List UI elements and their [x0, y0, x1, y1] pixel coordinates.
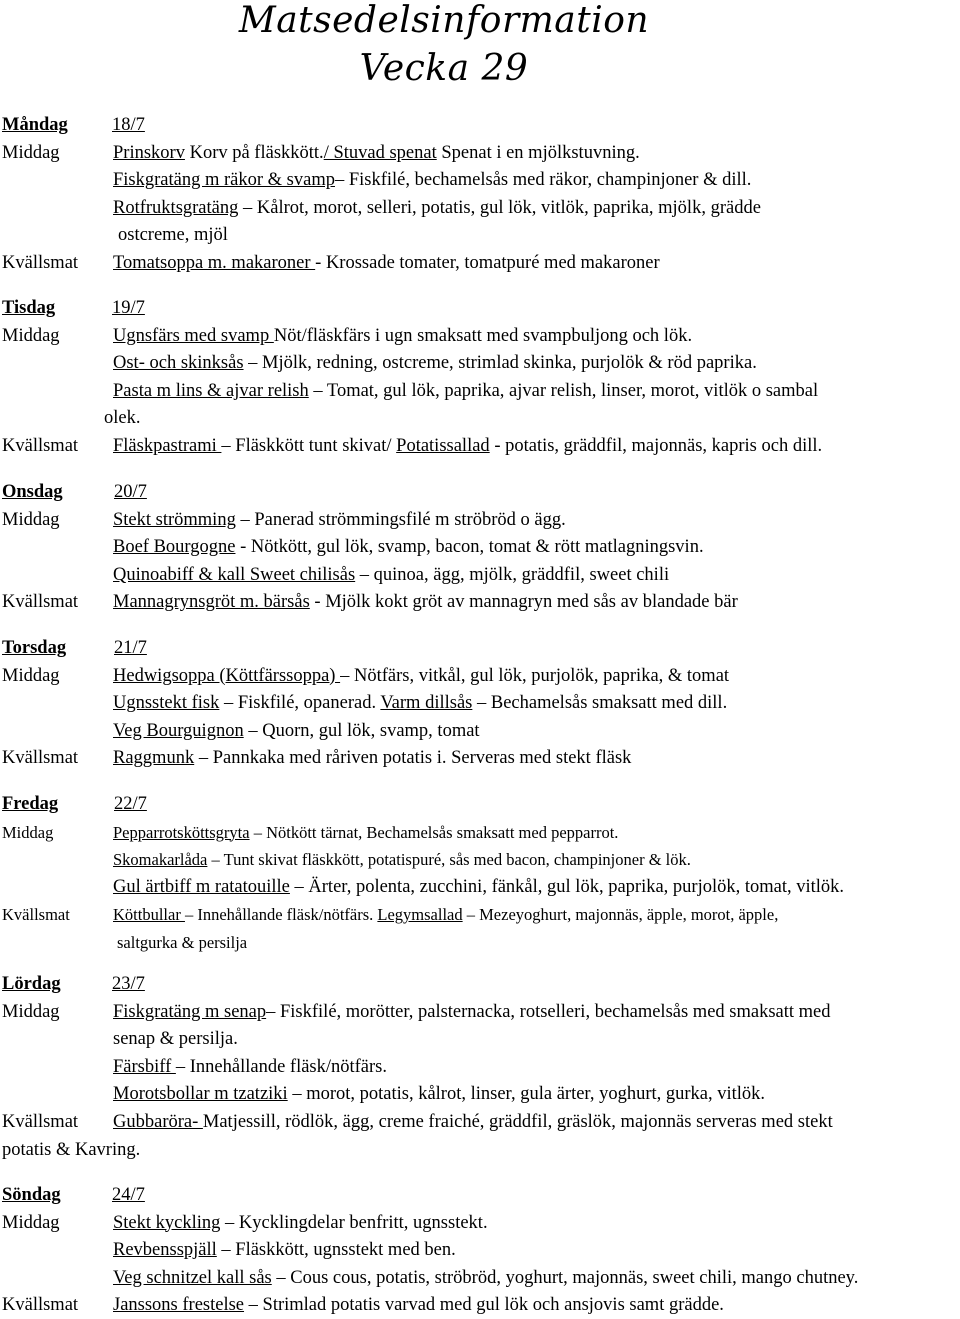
dish-name: Mannagrynsgröt m. bärsås	[113, 592, 310, 613]
menu-line	[0, 195, 960, 222]
dish-name: / Stuvad spenat	[323, 142, 437, 163]
menu-line	[0, 405, 960, 432]
dish-description	[113, 718, 480, 745]
day-name: Söndag	[2, 1185, 61, 1205]
dish-name: Revbensspjäll	[113, 1240, 217, 1261]
dish-details: – quinoa, ägg, mjölk, gräddfil, sweet chili	[355, 564, 670, 585]
dish-details: Korv på fläskkött.	[184, 142, 324, 163]
dish-details: senap & persilja.	[113, 1029, 238, 1050]
dish-details: - potatis, gräddfil, majonnäs, kapris och dill.	[489, 436, 823, 456]
dish-details: – Mjölk, redning, ostcreme, strimlad skinka, purjolök & röd paprika.	[243, 353, 757, 374]
day-header	[0, 295, 960, 322]
menu-line	[0, 901, 960, 928]
dish-details: – Cous cous, potatis, ströbröd, yoghurt, majonnäs, sweet chili, mango chutney.	[271, 1267, 859, 1288]
menu-line	[0, 874, 960, 901]
meal-label-middag: Middag	[2, 1212, 60, 1233]
day-name: Fredag	[2, 794, 59, 814]
menu-line	[0, 1109, 960, 1136]
dish-details: – Strimlad potatis varvad med gul lök och ansjovis samt grädde.	[244, 1295, 724, 1316]
day-name: Onsdag	[2, 482, 63, 502]
meal-label-kvallsmat: Kvällsmat	[2, 436, 79, 456]
menu-line	[0, 1026, 960, 1053]
dish-details: – Fläskkött, ugnsstekt med ben.	[216, 1240, 456, 1261]
dish-name: Färsbiff	[113, 1056, 176, 1077]
week-title: Vecka 29	[359, 48, 529, 89]
menu-line	[0, 140, 960, 167]
dish-details: – Fiskfilé, morötter, palsternacka, rotselleri, bechamelsås med smaksatt med	[266, 1001, 831, 1022]
menu-line	[0, 1081, 960, 1108]
dish-description	[113, 323, 692, 350]
dish-description	[113, 195, 761, 222]
day-date: 23/7	[112, 974, 145, 994]
dish-details: saltgurka & persilja	[117, 933, 248, 952]
menu-line	[0, 378, 960, 405]
meal-label-kvallsmat: Kvällsmat	[2, 592, 79, 613]
day-header	[0, 791, 960, 818]
meal-label-kvallsmat: Kvällsmat	[2, 253, 79, 273]
dish-name: Prinskorv	[113, 142, 185, 163]
dish-name: Veg schnitzel kall sås	[113, 1267, 272, 1288]
meal-label-middag: Middag	[2, 509, 60, 530]
menu-line	[0, 999, 960, 1026]
dish-details: ostcreme, mjöl	[118, 225, 228, 246]
dish-description	[113, 846, 691, 873]
dish-details: – Kycklingdelar benfritt, ugnsstekt.	[220, 1212, 488, 1233]
dish-name: Stekt strömming	[113, 509, 236, 530]
menu-line	[0, 562, 960, 589]
day-date: 22/7	[114, 794, 147, 814]
dish-name: Raggmunk	[113, 748, 195, 769]
dish-description	[113, 589, 738, 616]
menu-line	[0, 1137, 960, 1164]
dish-details: - Nötkött, gul lök, svamp, bacon, tomat & rött matlagningsvin.	[235, 537, 704, 558]
dish-name: Fiskgratäng m senap	[113, 1001, 267, 1022]
dish-details: – Nötkött tärnat, Bechamelsås smaksatt med pepparrot.	[249, 822, 619, 842]
dish-details: olek.	[104, 408, 141, 429]
meal-label-middag: Middag	[2, 1001, 60, 1022]
dish-name: Potatissallad	[396, 436, 490, 456]
menu-line	[0, 250, 960, 277]
dish-details: Matjessill, rödlök, ägg, creme fraiché, gräddfil, gräslök, majonnäs serveras med stekt	[202, 1112, 833, 1132]
day-date: 20/7	[114, 482, 147, 502]
dish-name: Köttbullar	[113, 905, 185, 925]
dish-description	[113, 140, 640, 167]
dish-description	[113, 901, 778, 928]
dish-description	[113, 745, 631, 772]
dish-name: Varm dillsås	[380, 693, 473, 714]
menu-line	[0, 1054, 960, 1081]
dish-description	[113, 1237, 456, 1264]
dish-details: – Bechamelsås smaksatt med dill.	[472, 693, 728, 714]
dish-description	[113, 250, 660, 277]
day-header	[0, 112, 960, 139]
meal-label-kvallsmat: Kvällsmat	[2, 1295, 79, 1316]
meal-label-kvallsmat: Kvällsmat	[2, 905, 70, 925]
dish-details: – Tunt skivat fläskkött, potatispuré, sås med bacon, champinjoner & lök.	[207, 850, 691, 870]
menu-line	[0, 589, 960, 616]
menu-line	[0, 433, 960, 460]
dish-details: – Fläskkött tunt skivat/	[221, 436, 397, 456]
dish-details: – Mezeyoghurt, majonnäs, äpple, morot, äpple,	[462, 905, 779, 925]
dish-description	[113, 819, 618, 846]
dish-name: Veg Bourguignon	[113, 720, 244, 741]
meal-label-middag: Middag	[2, 665, 60, 686]
dish-name: Ugnsfärs med svamp	[113, 325, 274, 346]
page-title: Matsedelsinformation	[238, 0, 650, 41]
menu-line	[0, 1237, 960, 1264]
dish-details: – Fiskfilé, opanerad.	[219, 693, 381, 714]
dish-description	[113, 874, 844, 901]
dish-name: Fläskpastrami	[113, 436, 222, 456]
dish-name: Legymsallad	[377, 905, 463, 925]
dish-description	[113, 350, 757, 377]
dish-description	[113, 378, 818, 405]
dish-name: Boef Bourgogne	[113, 537, 236, 558]
menu-line	[0, 718, 960, 745]
dish-name: Morotsbollar m tzatziki	[113, 1084, 288, 1105]
dish-description	[2, 1137, 140, 1164]
dish-name: Gubbaröra-	[113, 1112, 203, 1132]
meal-label-middag: Middag	[2, 142, 60, 163]
dish-name: Tomatsoppa m. makaroner	[113, 253, 316, 273]
dish-name: Rotfruktsgratäng	[113, 197, 239, 218]
meal-label-middag: Middag	[2, 325, 60, 346]
dish-name: Pasta m lins & ajvar relish	[113, 380, 309, 401]
dish-description	[113, 1109, 833, 1136]
dish-details: Spenat i en mjölkstuvning.	[436, 142, 640, 163]
dish-name: Fiskgratäng m räkor & svamp	[113, 170, 335, 191]
menu-line	[0, 819, 960, 846]
menu-line	[0, 1210, 960, 1237]
dish-name: Janssons frestelse	[113, 1295, 245, 1316]
menu-line	[0, 929, 960, 956]
dish-description	[113, 507, 566, 534]
meal-label-kvallsmat: Kvällsmat	[2, 748, 79, 769]
day-header	[0, 1182, 960, 1209]
menu-line	[0, 350, 960, 377]
dish-name: Gul ärtbiff m ratatouille	[113, 876, 290, 897]
dish-description	[113, 562, 669, 589]
dish-description	[113, 534, 704, 561]
day-header	[0, 635, 960, 662]
day-date: 19/7	[112, 298, 145, 318]
dish-description	[113, 999, 831, 1026]
menu-line	[0, 1292, 960, 1319]
day-header	[0, 971, 960, 998]
dish-name: Ost- och skinksås	[113, 353, 244, 374]
dish-details: – Innehållande fläsk/nötfärs.	[184, 905, 378, 925]
dish-description	[113, 690, 727, 717]
dish-description	[104, 405, 140, 432]
dish-details: – Pannkaka med råriven potatis i. Serveras med stekt fläsk	[194, 748, 632, 769]
day-date: 24/7	[112, 1185, 145, 1205]
menu-line	[0, 663, 960, 690]
dish-details: – Ärter, polenta, zucchini, fänkål, gul lök, paprika, purjolök, tomat, vitlök.	[289, 876, 845, 897]
dish-name: Ugnsstekt fisk	[113, 693, 220, 714]
dish-name: Stekt kyckling	[113, 1212, 221, 1233]
dish-details: - Krossade tomater, tomatpuré med makaroner	[315, 253, 660, 273]
menu-line	[0, 534, 960, 561]
dish-name: Skomakarlåda	[113, 850, 208, 870]
dish-details: – morot, potatis, kålrot, linser, gula ärter, yoghurt, gurka, vitlök.	[287, 1084, 766, 1105]
dish-description	[113, 663, 729, 690]
dish-description	[117, 929, 247, 956]
day-name: Lördag	[2, 974, 61, 994]
dish-details: Nöt/fläskfärs i ugn smaksatt med svampbuljong och lök.	[273, 325, 693, 346]
dish-name: Quinoabiff & kall Sweet chilisås	[113, 564, 356, 585]
day-date: 18/7	[112, 115, 145, 135]
menu-line	[0, 745, 960, 772]
menu-line	[0, 222, 960, 249]
dish-details: – Kålrot, morot, selleri, potatis, gul lök, vitlök, paprika, mjölk, grädde	[238, 197, 761, 218]
menu-line	[0, 690, 960, 717]
menu-line	[0, 323, 960, 350]
dish-description	[113, 1081, 765, 1108]
menu-line	[0, 507, 960, 534]
dish-description	[113, 1210, 488, 1237]
dish-details: – Fiskfilé, bechamelsås med räkor, champinjoner & dill.	[334, 170, 752, 191]
dish-details: – Tomat, gul lök, paprika, ajvar relish, linser, morot, vitlök o sambal	[308, 380, 819, 401]
dish-details: – Innehållande fläsk/nötfärs.	[175, 1056, 388, 1077]
dish-description	[113, 1054, 387, 1081]
menu-line	[0, 167, 960, 194]
menu-line	[0, 1265, 960, 1292]
dish-details: – Quorn, gul lök, svamp, tomat	[243, 720, 480, 741]
dish-details: potatis & Kavring.	[2, 1139, 141, 1160]
day-name: Torsdag	[2, 638, 67, 658]
dish-description	[113, 167, 751, 194]
dish-description	[118, 222, 228, 249]
day-name: Måndag	[2, 115, 68, 135]
dish-details: – Nötfärs, vitkål, gul lök, purjolök, paprika, & tomat	[340, 665, 730, 686]
dish-description	[113, 433, 822, 460]
dish-details: - Mjölk kokt gröt av mannagryn med sås av blandade bär	[309, 592, 738, 613]
dish-description	[113, 1026, 238, 1053]
dish-name: Pepparrotsköttsgryta	[113, 822, 250, 842]
day-name: Tisdag	[2, 298, 56, 318]
dish-description	[113, 1265, 858, 1292]
day-header	[0, 479, 960, 506]
meal-label-middag: Middag	[2, 822, 54, 842]
menu-line	[0, 846, 960, 873]
meal-label-kvallsmat: Kvällsmat	[2, 1112, 79, 1132]
dish-description	[113, 1292, 724, 1319]
day-date: 21/7	[114, 638, 147, 658]
dish-name: Hedwigsoppa (Köttfärssoppa)	[113, 665, 341, 686]
dish-details: – Panerad strömmingsfilé m ströbröd o ägg.	[235, 509, 566, 530]
